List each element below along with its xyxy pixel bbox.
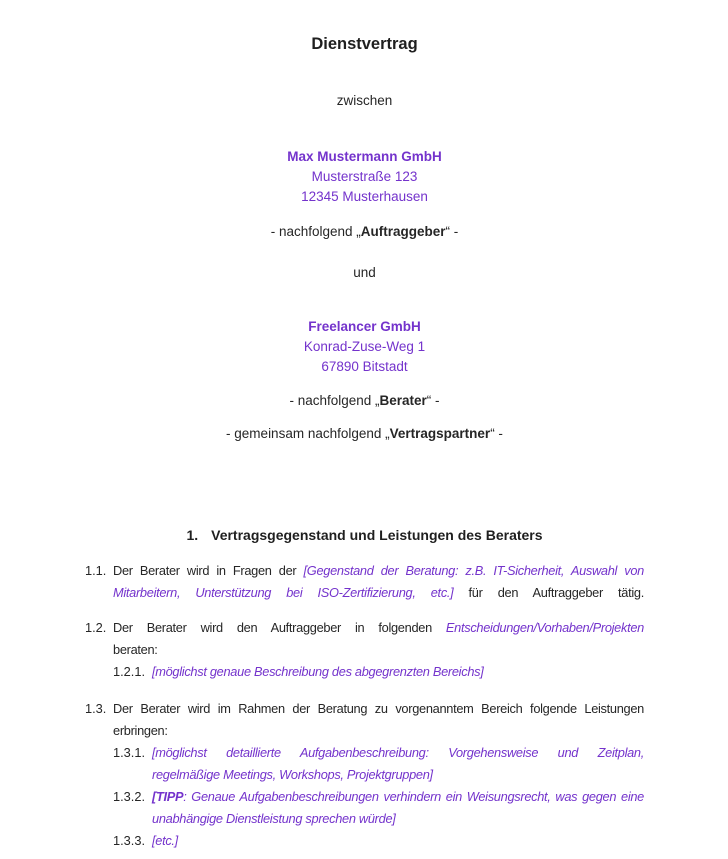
consultant-street: Konrad-Zuse-Weg 1 <box>303 339 426 354</box>
clause-1-1-line-1 <box>85 560 644 582</box>
clause-1-3-text: Der Berater wird im Rahmen der Beratung zu vorgenanntem Bereich folgende Leistungen <box>113 701 644 716</box>
clause-1-3-2-number: 1.3.2. <box>113 789 146 804</box>
clause-1-3-text-cont: erbringen: <box>113 723 168 738</box>
clause-1-3-2-placeholder-cont: unabhängige Dienstleistung sprechen würde] <box>152 811 396 826</box>
joint-alias-name: Vertragspartner <box>389 426 491 441</box>
joint-alias-prefix: - gemeinsam nachfolgend „ <box>226 426 390 441</box>
client-city: 12345 Musterhausen <box>301 189 428 204</box>
client-alias-name: Auftraggeber <box>360 224 446 239</box>
section-1-title: Vertragsgegenstand und Leistungen des Beraters <box>211 527 543 543</box>
joint-alias-suffix: “ - <box>490 426 503 441</box>
clause-1-3-line-1 <box>85 698 644 720</box>
clause-list <box>85 560 644 852</box>
client-party-block <box>85 147 644 207</box>
clause-1-2-placeholder: Entscheidungen/Vorhaben/Projekten <box>445 620 644 635</box>
clause-1-3-3-number: 1.3.3. <box>113 833 146 848</box>
clause-1-3-1-placeholder: [möglichst detaillierte Aufgabenbeschreibung: Vorgehensweise und Zeitplan, <box>152 745 644 760</box>
clause-1-3-1-line-2 <box>85 764 644 786</box>
clause-1-1-placeholder-cont: Mitarbeitern, Unterstützung bei ISO-Zertifizierung, etc.] <box>113 585 454 600</box>
clause-1-1-number: 1.1. <box>85 563 107 578</box>
clause-1-3-2-placeholder: : Genaue Aufgabenbeschreibungen verhindern ein Weisungsrecht, was gegen eine <box>183 789 644 804</box>
clause-1-3-line-2 <box>85 720 644 742</box>
section-1-number: 1. <box>186 527 199 543</box>
client-alias-suffix: “ - <box>445 224 459 239</box>
clause-1-2-text-cont: beraten: <box>113 642 158 657</box>
consultant-alias-suffix: “ - <box>426 393 440 408</box>
clause-1-3-2-line-2 <box>85 808 644 830</box>
document-title: Dienstvertrag <box>311 35 418 53</box>
client-alias-prefix: - nachfolgend „ <box>270 224 361 239</box>
client-alias-line <box>85 223 644 240</box>
clause-1-1 <box>85 560 644 604</box>
clause-1-2-line-1 <box>85 617 644 639</box>
consultant-name: Freelancer GmbH <box>308 319 421 334</box>
clause-1-1-placeholder: [Gegenstand der Beratung: z.B. IT-Sicherheit, Auswahl von <box>303 563 644 578</box>
between-label: zwischen <box>336 93 393 108</box>
clause-1-2-line-2 <box>85 639 644 661</box>
clause-1-3-1-line-1 <box>85 742 644 764</box>
and-label: und <box>353 265 376 280</box>
clause-1-1-line-2 <box>85 582 644 604</box>
joint-alias-line <box>85 425 644 442</box>
consultant-city: 67890 Bitstadt <box>321 359 408 374</box>
client-street: Musterstraße 123 <box>311 169 418 184</box>
clause-1-3-group <box>85 698 644 852</box>
clause-1-3-2-line-1 <box>85 786 644 808</box>
clause-1-1-text: Der Berater wird in Fragen der <box>113 563 304 578</box>
clause-1-2-1-placeholder: [möglichst genaue Beschreibung des abgegrenzten Bereichs] <box>152 664 484 679</box>
section-1-heading <box>85 526 644 544</box>
client-name: Max Mustermann GmbH <box>287 149 442 164</box>
clause-1-3-1-number: 1.3.1. <box>113 745 146 760</box>
clause-1-2-text: Der Berater wird den Auftraggeber in folgenden <box>113 620 446 635</box>
consultant-party-block <box>85 317 644 377</box>
clause-1-2-group <box>85 617 644 683</box>
clause-1-2-1-number: 1.2.1. <box>113 664 146 679</box>
clause-1-3-3 <box>85 830 644 852</box>
clause-1-1-text-cont: für den Auftraggeber tätig. <box>453 585 644 600</box>
consultant-alias-line <box>85 392 644 409</box>
clause-1-2-number: 1.2. <box>85 620 107 635</box>
clause-1-3-2-tipp-label: [TIPP <box>152 789 184 804</box>
consultant-alias-prefix: - nachfolgend „ <box>289 393 380 408</box>
clause-1-2-1 <box>85 661 644 683</box>
clause-1-3-1-placeholder-cont: regelmäßige Meetings, Workshops, Projektgruppen] <box>152 767 433 782</box>
clause-1-3-number: 1.3. <box>85 701 107 716</box>
consultant-alias-name: Berater <box>379 393 427 408</box>
clause-1-3-3-placeholder: [etc.] <box>152 833 178 848</box>
